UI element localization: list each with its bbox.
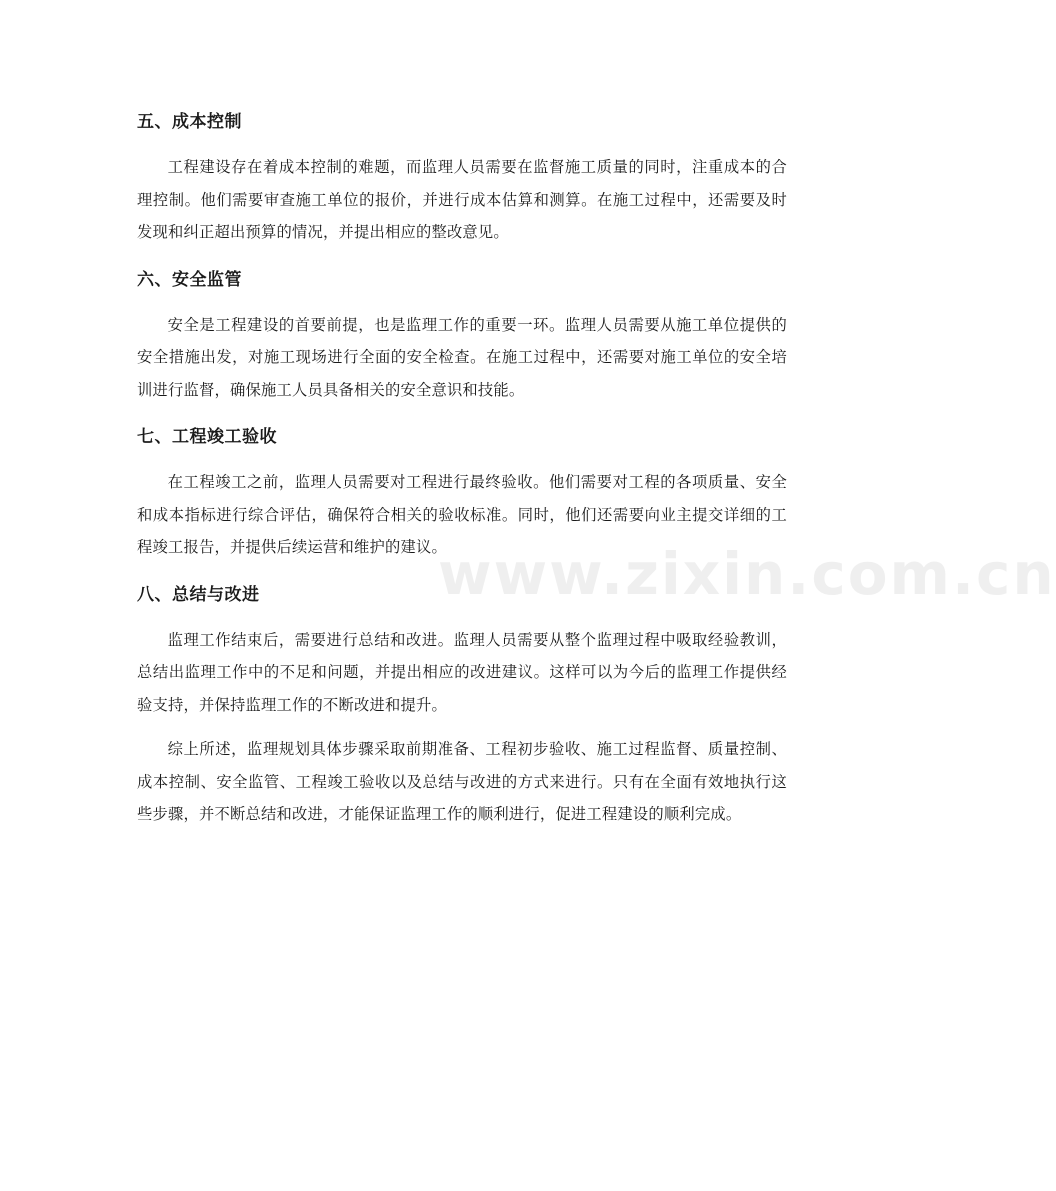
body-paragraph: 安全是工程建设的首要前提，也是监理工作的重要一环。监理人员需要从施工单位提供的安全措施出发，对施工现场进行全面的安全检查。在施工过程中，还需要对施工单位的安全培训进行监督，确保施工人员具备相关的安全意识和技能。: [137, 315, 787, 399]
watermark-text: www.zixin.com.cn: [438, 540, 1056, 608]
section-heading: 六、安全监管: [137, 269, 242, 290]
section-summary-improvement: [137, 576, 787, 831]
section-heading: 五、成本控制: [137, 112, 242, 132]
section-safety-supervision: [137, 261, 787, 407]
conclusion-paragraph: 综上所述，监理规划具体步骤采取前期准备、工程初步验收、施工过程监督、质量控制、成本控制、安全监管、工程竣工验收以及总结与改进的方式来进行。只有在全面有效地执行这些步骤，并不断总结和改进，才能保证监理工作的顺利进行，促进工程建设的顺利完成。: [137, 740, 787, 823]
body-paragraph: 监理工作结束后，需要进行总结和改进。监理人员需要从整个监理过程中吸取经验教训，总结出监理工作中的不足和问题，并提出相应的改进建议。这样可以为今后的监理工作提供经验支持，并保持监理工作的不断改进和提升。: [137, 630, 787, 714]
document-body: [137, 103, 787, 831]
body-paragraph: 在工程竣工之前，监理人员需要对工程进行最终验收。他们需要对工程的各项质量、安全和成本指标进行综合评估，确保符合相关的验收标准。同时，他们还需要向业主提交详细的工程竣工报告，并提供后续运营和维护的建议。: [137, 473, 787, 556]
body-paragraph: 工程建设存在着成本控制的难题，而监理人员需要在监督施工质量的同时，注重成本的合理控制。他们需要审查施工单位的报价，并进行成本估算和测算。在施工过程中，还需要及时发现和纠正超出预算的情况，并提出相应的整改意见。: [137, 158, 787, 241]
section-heading: 八、总结与改进: [137, 584, 260, 605]
section-completion-acceptance: [137, 418, 787, 564]
section-heading: 七、工程竣工验收: [137, 427, 277, 447]
section-cost-control: [137, 103, 787, 249]
